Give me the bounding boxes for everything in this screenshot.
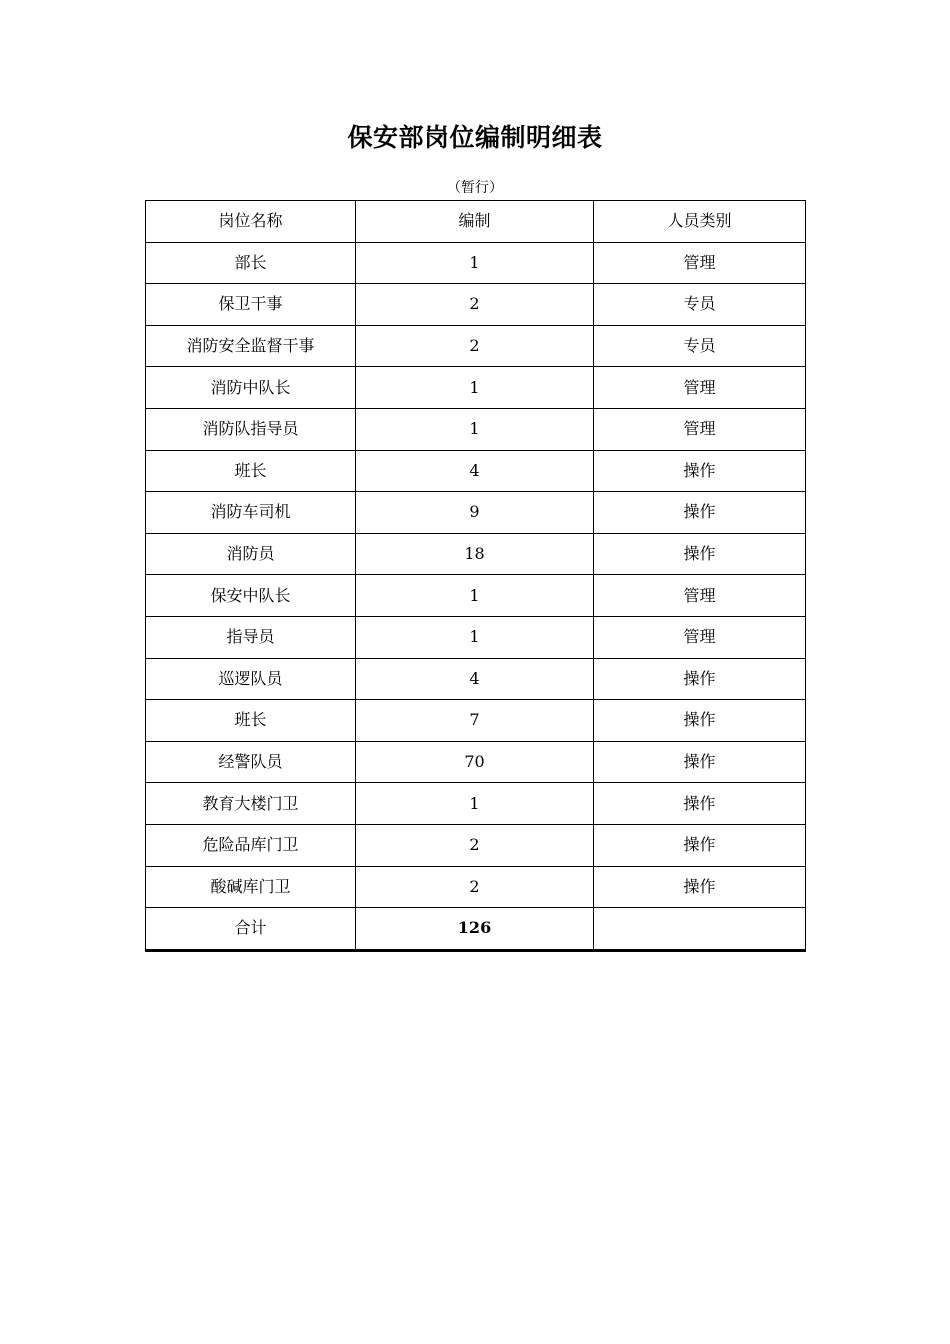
cell-position: 消防中队长 [146,367,356,409]
table-row [146,700,806,742]
cell-count: 2 [356,866,594,908]
cell-position: 消防队指导员 [146,408,356,450]
table-row [146,450,806,492]
table-row [146,367,806,409]
cell-category: 操作 [594,492,806,534]
cell-category: 操作 [594,783,806,825]
cell-position: 班长 [146,700,356,742]
cell-count: 70 [356,741,594,783]
table-row [146,575,806,617]
cell-position: 巡逻队员 [146,658,356,700]
cell-category: 操作 [594,866,806,908]
cell-position: 消防安全监督干事 [146,325,356,367]
cell-count: 2 [356,284,594,326]
cell-category: 操作 [594,824,806,866]
header-category: 人员类别 [594,201,806,243]
cell-position: 酸碱库门卫 [146,866,356,908]
total-count: 126 [356,908,594,951]
cell-count: 1 [356,616,594,658]
table-row [146,658,806,700]
cell-count: 2 [356,325,594,367]
total-label: 合计 [146,908,356,951]
table-row [146,242,806,284]
staff-table [145,200,806,952]
header-count: 编制 [356,201,594,243]
cell-category: 管理 [594,242,806,284]
header-position: 岗位名称 [146,201,356,243]
table-row [146,866,806,908]
table-row [146,533,806,575]
cell-count: 1 [356,242,594,284]
cell-count: 1 [356,367,594,409]
table-row [146,408,806,450]
total-row [146,908,806,951]
cell-count: 4 [356,658,594,700]
cell-count: 7 [356,700,594,742]
cell-count: 1 [356,408,594,450]
cell-position: 教育大楼门卫 [146,783,356,825]
table-row [146,284,806,326]
table-row [146,616,806,658]
cell-position: 指导员 [146,616,356,658]
cell-count: 2 [356,824,594,866]
table-row [146,824,806,866]
cell-category: 操作 [594,658,806,700]
total-category [594,908,806,951]
table-row [146,325,806,367]
page-subtitle: （暂行） [447,180,503,196]
table-row [146,741,806,783]
cell-category: 专员 [594,284,806,326]
cell-category: 专员 [594,325,806,367]
table-row [146,492,806,534]
cell-position: 班长 [146,450,356,492]
table-row [146,783,806,825]
cell-category: 管理 [594,367,806,409]
cell-position: 消防车司机 [146,492,356,534]
cell-position: 危险品库门卫 [146,824,356,866]
cell-position: 保卫干事 [146,284,356,326]
cell-category: 操作 [594,450,806,492]
cell-count: 18 [356,533,594,575]
cell-count: 4 [356,450,594,492]
cell-category: 管理 [594,408,806,450]
cell-position: 经警队员 [146,741,356,783]
cell-position: 保安中队长 [146,575,356,617]
cell-position: 部长 [146,242,356,284]
cell-position: 消防员 [146,533,356,575]
cell-category: 管理 [594,575,806,617]
cell-category: 操作 [594,700,806,742]
cell-category: 操作 [594,741,806,783]
cell-category: 操作 [594,533,806,575]
cell-count: 1 [356,575,594,617]
cell-category: 管理 [594,616,806,658]
cell-count: 1 [356,783,594,825]
table-header-row [146,201,806,243]
page-title: 保安部岗位编制明细表 [347,123,603,152]
cell-count: 9 [356,492,594,534]
